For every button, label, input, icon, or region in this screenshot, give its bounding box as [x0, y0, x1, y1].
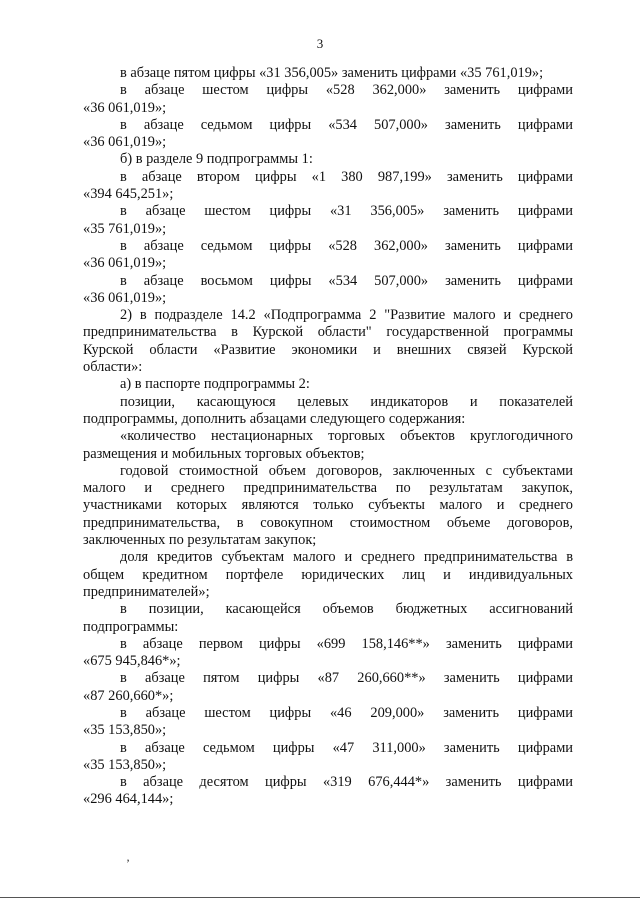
text-line: заключенных по результатам закупок;	[83, 532, 317, 549]
text-line: «36 061,019»;	[83, 99, 167, 116]
text-line: в абзаце седьмом цифры «528 362,000» заменить цифрами	[120, 237, 573, 254]
text-line: участниками которых являются только субъекты малого и среднего	[83, 497, 573, 514]
text-line: в позиции, касающейся объемов бюджетных ассигнований	[120, 601, 573, 618]
text-line: предпринимательства, в совокупном стоимостном объеме договоров,	[83, 514, 573, 531]
scan-mark: ’	[126, 856, 130, 870]
text-line: в абзаце пятом цифры «31 356,005» заменить цифрами «35 761,019»;	[120, 65, 544, 81]
text-line: позиции, касающуюся целевых индикаторов и показателей	[120, 393, 573, 410]
text-line: «36 061,019»;	[83, 289, 167, 306]
text-line: «35 153,850»;	[83, 722, 167, 739]
text-line: предпринимателей»;	[83, 583, 210, 600]
text-line: в абзаце пятом цифры «87 260,660**» заменить цифрами	[120, 670, 573, 687]
text-line: «35 761,019»;	[83, 220, 167, 237]
text-line: годовой стоимостной объем договоров, заключенных с субъектами	[120, 462, 573, 479]
text-line: предпринимательства в Курской области" государственной программы	[83, 324, 573, 341]
text-line: б) в разделе 9 подпрограммы 1:	[120, 151, 313, 168]
text-line: «36 061,019»;	[83, 134, 167, 151]
document-body	[83, 65, 573, 809]
text-line: «36 061,019»;	[83, 255, 167, 272]
text-line: размещения и мобильных торговых объектов;	[83, 445, 365, 462]
text-line: Курской области «Развитие экономики и внешних связей Курской	[83, 341, 573, 358]
text-line: в абзаце первом цифры «699 158,146**» заменить цифрами	[120, 635, 573, 652]
text-line: подпрограммы:	[83, 618, 179, 635]
text-line: «35 153,850»;	[83, 756, 167, 773]
text-line: доля кредитов субъектам малого и среднего предпринимательства в	[120, 549, 573, 566]
page-bottom-edge	[0, 897, 640, 898]
text-line: а) в паспорте подпрограммы 2:	[120, 376, 310, 393]
text-line: «675 945,846*»;	[83, 653, 181, 670]
text-line: в абзаце шестом цифры «46 209,000» заменить цифрами	[120, 704, 573, 721]
page-number: 3	[316, 36, 324, 51]
text-line: в абзаце шестом цифры «31 356,005» заменить цифрами	[120, 203, 573, 220]
text-line: 2) в подразделе 14.2 «Подпрограмма 2 "Развитие малого и среднего	[120, 307, 573, 324]
text-line: «394 645,251»;	[83, 186, 174, 203]
text-line: в абзаце шестом цифры «528 362,000» заменить цифрами	[120, 82, 573, 99]
text-line: в абзаце седьмом цифры «47 311,000» заменить цифрами	[120, 739, 573, 756]
text-line: «296 464,144»;	[83, 791, 174, 808]
text-line: «87 260,660*»;	[83, 687, 174, 704]
text-line: в абзаце втором цифры «1 380 987,199» заменить цифрами	[120, 168, 573, 185]
text-line: общем кредитном портфеле юридических лиц и индивидуальных	[83, 566, 573, 583]
text-line: в абзаце восьмом цифры «534 507,000» заменить цифрами	[120, 272, 573, 289]
text-line: в абзаце десятом цифры «319 676,444*» заменить цифрами	[120, 774, 573, 791]
text-line: в абзаце седьмом цифры «534 507,000» заменить цифрами	[120, 116, 573, 133]
text-line: области»:	[83, 359, 143, 376]
text-line: малого и среднего предпринимательства по результатам закупок,	[83, 480, 573, 497]
text-line: «количество нестационарных торговых объектов круглогодичного	[120, 428, 573, 445]
text-line: подпрограммы, дополнить абзацами следующего содержания:	[83, 410, 466, 427]
